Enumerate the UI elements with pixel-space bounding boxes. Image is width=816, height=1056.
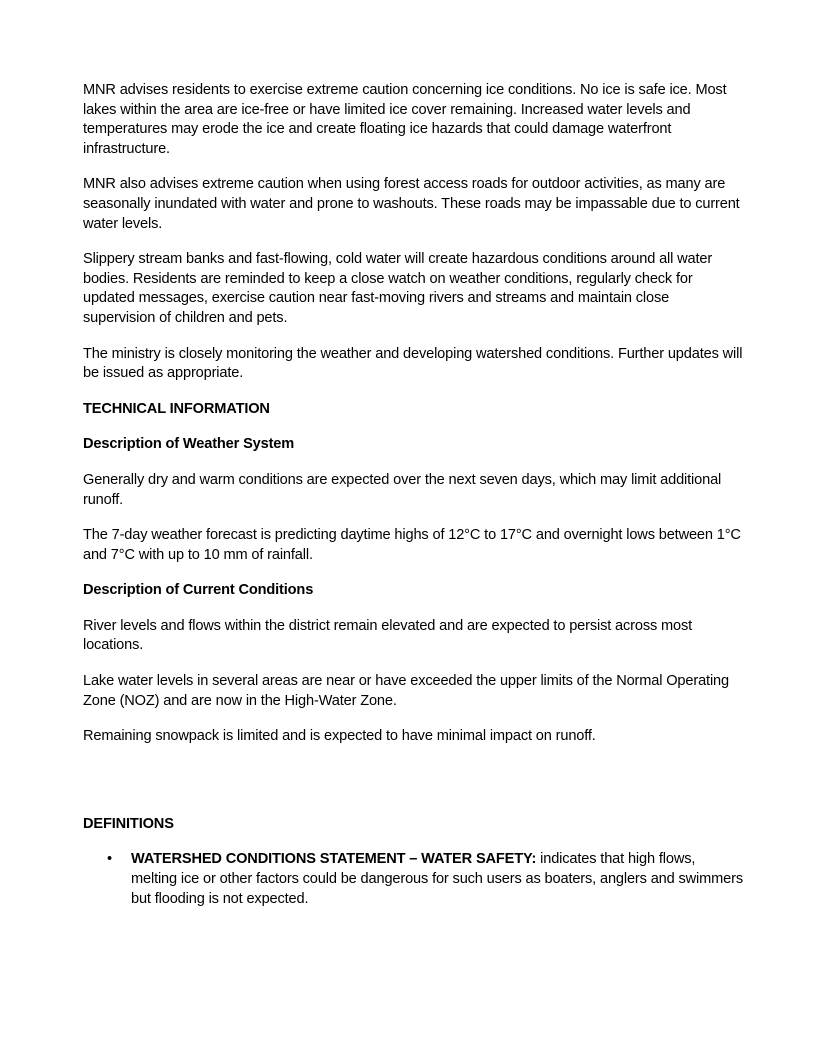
paragraph-forest-roads: MNR also advises extreme caution when using forest access roads for outdoor activities, as many are seasonally inundated with water and prone to washouts. These roads may be impassable due to current water levels. — [83, 176, 740, 232]
heading-weather-system: Description of Weather System — [83, 436, 295, 453]
definition-item — [96, 850, 743, 909]
paragraph-lake-levels: Lake water levels in several areas are near or have exceeded the upper limits of the Normal Operating Zone (NOZ) and are now in the High-Water Zone. — [83, 673, 729, 709]
section-spacer — [83, 763, 743, 815]
paragraph-river-levels: River levels and flows within the district remain elevated and are expected to persist across most locations. — [83, 617, 693, 654]
bullet-icon: • — [107, 851, 112, 868]
heading-definitions: DEFINITIONS — [83, 815, 174, 832]
paragraph-weather-outlook: Generally dry and warm conditions are expected over the next seven days, which may limit additional runoff. — [83, 471, 722, 508]
paragraph-monitoring: The ministry is closely monitoring the weather and developing watershed conditions. Further updates will be issued as appropriate. — [83, 345, 743, 382]
definitions-list — [83, 850, 743, 909]
heading-current-conditions: Description of Current Conditions — [83, 582, 314, 599]
definition-text: indicates that high flows, melting ice or other factors could be dangerous for such users as boaters, anglers and swimmers but flooding is not expected. — [131, 851, 743, 907]
heading-technical-information: TECHNICAL INFORMATION — [83, 400, 270, 417]
paragraph-snowpack: Remaining snowpack is limited and is expected to have minimal impact on runoff. — [83, 728, 596, 745]
paragraph-stream-banks: Slippery stream banks and fast-flowing, cold water will create hazardous conditions around all water bodies. Residents are reminded to keep a close watch on weather conditions, regularly check for updated messages, exercise caution near fast-moving rivers and streams and maintain close supervision of children and pets. — [83, 251, 713, 326]
paragraph-ice-caution: MNR advises residents to exercise extreme caution concerning ice conditions. No ice is safe ice. Most lakes within the area are ice-free or have limited ice cover remaining. Increased water levels and temperatures may erode the ice and create floating ice hazards that could damage waterfront infrastructure. — [83, 82, 727, 157]
document-page — [83, 81, 743, 909]
definition-term: WATERSHED CONDITIONS STATEMENT – WATER SAFETY: — [131, 851, 537, 868]
paragraph-weather-forecast: The 7-day weather forecast is predicting daytime highs of 12°C to 17°C and overnight lows between 1°C and 7°C with up to 10 mm of rainfall. — [83, 527, 741, 563]
